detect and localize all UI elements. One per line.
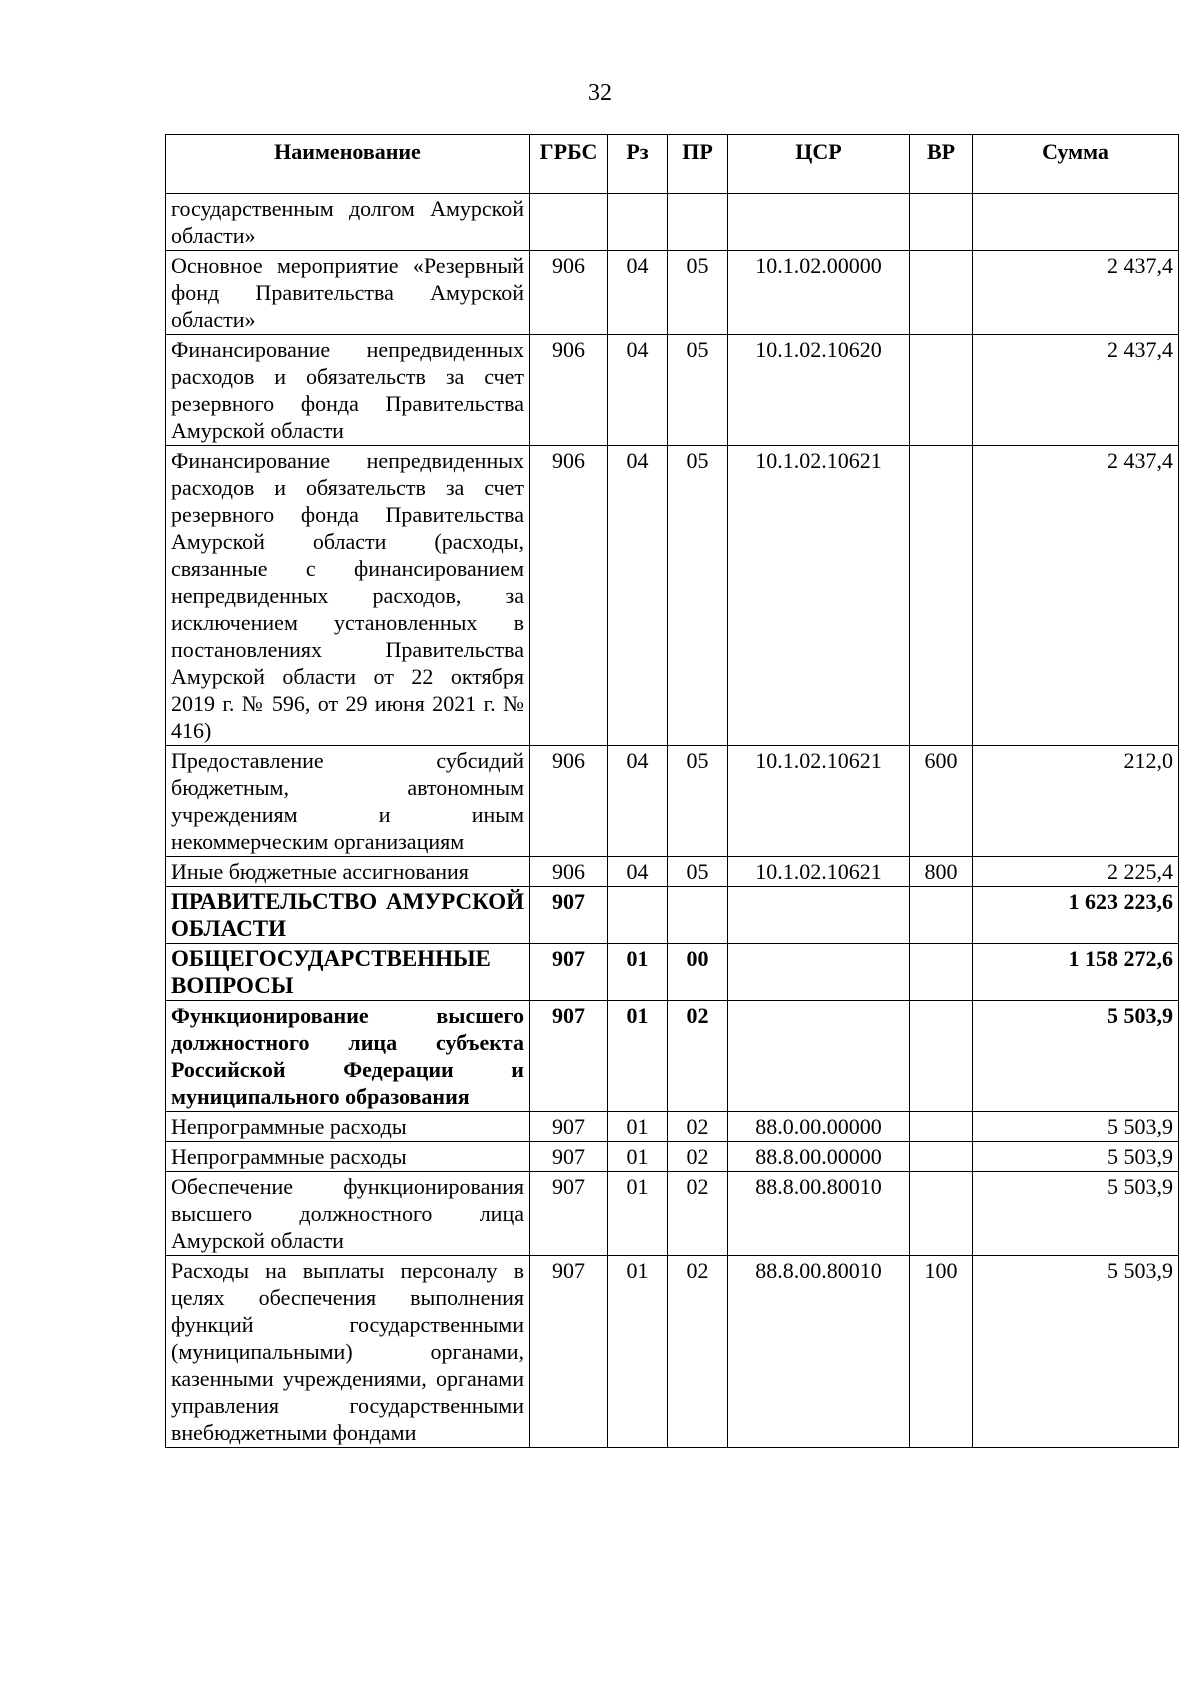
cell-pr	[668, 887, 728, 944]
cell-name: Расходы на выплаты персоналу в целях обеспечения выполнения функций государственными (муниципальными) органами, казенными учреждениями, органами управления государственными внебюджетными фондами	[166, 1256, 530, 1448]
cell-vr: 800	[910, 857, 973, 887]
cell-rz: 04	[608, 857, 668, 887]
cell-vr	[910, 194, 973, 251]
cell-pr: 05	[668, 857, 728, 887]
table-row	[166, 194, 1179, 251]
column-header-name: Наименование	[166, 135, 530, 194]
cell-rz: 01	[608, 1112, 668, 1142]
cell-sum: 1 623 223,6	[973, 887, 1179, 944]
cell-vr	[910, 1172, 973, 1256]
column-header-pr: ПР	[668, 135, 728, 194]
table-row	[166, 887, 1179, 944]
cell-grbs	[530, 194, 608, 251]
cell-name: Иные бюджетные ассигнования	[166, 857, 530, 887]
table-row	[166, 1001, 1179, 1112]
cell-sum: 5 503,9	[973, 1112, 1179, 1142]
cell-name: Обеспечение функционирования высшего должностного лица Амурской области	[166, 1172, 530, 1256]
cell-csr: 10.1.02.10621	[728, 746, 910, 857]
cell-csr: 10.1.02.10621	[728, 446, 910, 746]
cell-sum: 2 437,4	[973, 335, 1179, 446]
table-header-row	[166, 135, 1179, 194]
cell-rz	[608, 194, 668, 251]
cell-csr: 10.1.02.10620	[728, 335, 910, 446]
cell-csr	[728, 944, 910, 1001]
cell-sum	[973, 194, 1179, 251]
cell-csr: 10.1.02.10621	[728, 857, 910, 887]
cell-csr: 88.8.00.80010	[728, 1256, 910, 1448]
cell-csr: 88.8.00.00000	[728, 1142, 910, 1172]
cell-grbs: 907	[530, 1112, 608, 1142]
cell-csr: 88.0.00.00000	[728, 1112, 910, 1142]
cell-vr	[910, 335, 973, 446]
cell-rz: 01	[608, 1256, 668, 1448]
cell-name: государственным долгом Амурской области»	[166, 194, 530, 251]
cell-pr: 05	[668, 251, 728, 335]
cell-pr: 05	[668, 335, 728, 446]
cell-vr	[910, 251, 973, 335]
cell-sum: 5 503,9	[973, 1142, 1179, 1172]
cell-grbs: 906	[530, 446, 608, 746]
table-row	[166, 944, 1179, 1001]
cell-vr	[910, 1001, 973, 1112]
cell-rz: 04	[608, 446, 668, 746]
table-row	[166, 1142, 1179, 1172]
cell-rz: 01	[608, 1142, 668, 1172]
cell-csr: 10.1.02.00000	[728, 251, 910, 335]
cell-vr	[910, 446, 973, 746]
cell-vr	[910, 887, 973, 944]
cell-vr	[910, 1112, 973, 1142]
cell-sum: 2 225,4	[973, 857, 1179, 887]
cell-pr: 00	[668, 944, 728, 1001]
cell-grbs: 907	[530, 1142, 608, 1172]
cell-grbs: 907	[530, 1001, 608, 1112]
cell-grbs: 907	[530, 887, 608, 944]
cell-grbs: 907	[530, 944, 608, 1001]
cell-pr: 05	[668, 746, 728, 857]
cell-name: Функционирование высшего должностного лица субъекта Российской Федерации и муниципального образования	[166, 1001, 530, 1112]
cell-grbs: 906	[530, 251, 608, 335]
table-row	[166, 857, 1179, 887]
cell-sum: 5 503,9	[973, 1256, 1179, 1448]
cell-csr	[728, 194, 910, 251]
cell-vr: 100	[910, 1256, 973, 1448]
cell-name: ОБЩЕГОСУДАРСТВЕННЫЕ ВОПРОСЫ	[166, 944, 530, 1001]
cell-pr: 05	[668, 446, 728, 746]
cell-grbs: 906	[530, 746, 608, 857]
cell-vr: 600	[910, 746, 973, 857]
table-row	[166, 335, 1179, 446]
cell-pr: 02	[668, 1172, 728, 1256]
cell-rz: 01	[608, 944, 668, 1001]
cell-name: Непрограммные расходы	[166, 1142, 530, 1172]
cell-grbs: 907	[530, 1172, 608, 1256]
cell-rz: 04	[608, 746, 668, 857]
budget-table	[165, 134, 1179, 1448]
table-row	[166, 746, 1179, 857]
table-row	[166, 251, 1179, 335]
cell-name: Основное мероприятие «Резервный фонд Правительства Амурской области»	[166, 251, 530, 335]
cell-name: Предоставление субсидий бюджетным, автономным учреждениям и иным некоммерческим организациям	[166, 746, 530, 857]
cell-rz: 04	[608, 335, 668, 446]
table-row	[166, 1172, 1179, 1256]
cell-grbs: 907	[530, 1256, 608, 1448]
cell-pr: 02	[668, 1142, 728, 1172]
cell-rz: 01	[608, 1172, 668, 1256]
cell-pr	[668, 194, 728, 251]
cell-sum: 2 437,4	[973, 446, 1179, 746]
cell-sum: 2 437,4	[973, 251, 1179, 335]
cell-csr: 88.8.00.80010	[728, 1172, 910, 1256]
cell-sum: 5 503,9	[973, 1172, 1179, 1256]
column-header-sum: Сумма	[973, 135, 1179, 194]
cell-sum: 5 503,9	[973, 1001, 1179, 1112]
cell-name: Финансирование непредвиденных расходов и обязательств за счет резервного фонда Правительства Амурской области	[166, 335, 530, 446]
cell-rz: 04	[608, 251, 668, 335]
cell-rz: 01	[608, 1001, 668, 1112]
cell-name: ПРАВИТЕЛЬСТВО АМУРСКОЙ ОБЛАСТИ	[166, 887, 530, 944]
cell-rz	[608, 887, 668, 944]
cell-csr	[728, 1001, 910, 1112]
page-number: 32	[588, 80, 612, 106]
cell-pr: 02	[668, 1256, 728, 1448]
cell-pr: 02	[668, 1001, 728, 1112]
table-row	[166, 1112, 1179, 1142]
column-header-rz: Рз	[608, 135, 668, 194]
column-header-csr: ЦСР	[728, 135, 910, 194]
cell-name: Непрограммные расходы	[166, 1112, 530, 1142]
cell-grbs: 906	[530, 857, 608, 887]
column-header-grbs: ГРБС	[530, 135, 608, 194]
cell-pr: 02	[668, 1112, 728, 1142]
column-header-vr: ВР	[910, 135, 973, 194]
cell-grbs: 906	[530, 335, 608, 446]
cell-vr	[910, 944, 973, 1001]
cell-sum: 1 158 272,6	[973, 944, 1179, 1001]
cell-vr	[910, 1142, 973, 1172]
cell-csr	[728, 887, 910, 944]
table-row	[166, 446, 1179, 746]
table-row	[166, 1256, 1179, 1448]
cell-sum: 212,0	[973, 746, 1179, 857]
cell-name: Финансирование непредвиденных расходов и обязательств за счет резервного фонда Правительства Амурской области (расходы, связанные с финансированием непредвиденных расходов, за исключением установленных в постановлениях Правительства Амурской области от 22 октября 2019 г. № 596, от 29 июня 2021 г. № 416)	[166, 446, 530, 746]
